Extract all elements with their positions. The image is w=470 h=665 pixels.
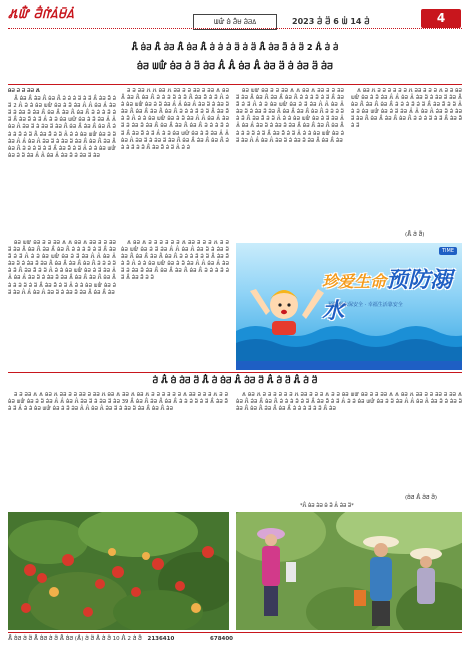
article2-top-rule xyxy=(8,372,462,373)
page-number-badge: 4 xyxy=(421,9,461,28)
footer-number-1: 2136410 xyxy=(147,636,175,642)
page-header xyxy=(0,0,470,36)
headline-main: 𖬖𖬰𖬁 𖬑𖬤𖬵 𖬖𖬰𖬁 𖬁𖬰 𖬁𖬶 𖬁𖬰𖬁 𖬃𖬴 𖬃𖬴 𖬖𖬰𖬁 𖬃𖬴 𖬁𖬰𖬁 𖬁𖬶 𖬁𖬰 𖬁𖬰𖬁 𖬁𖬶 𖬁𖬰𖬁 xyxy=(137,62,333,72)
header-divider xyxy=(8,28,462,31)
fruit-tree-photo xyxy=(8,512,229,630)
poster-title-a: 珍爱生命 xyxy=(322,272,387,291)
article1-col4-text: 𖬃𖬴𖬶 𖬖𖬰𖬁 𖬃𖬴𖬶 𖬁𖬰 𖬁𖬰 𖬁𖬰 𖬁𖬶 𖬁𖬰 𖬁𖬶 𖬃𖬴𖬶 𖬁𖬰𖬁 𖬁𖬶𖬰 𖬁𖬰 𖬁𖬶 𖬃𖬴 𖬁𖬰 𖬁𖬰 𖬖𖬰𖬁 𖬑𖬤𖬵 𖬖𖬰𖬁 𖬁𖬰 𖬁𖬶 𖬁𖬰𖬁 𖬃𖬴 𖬃𖬴 𖬖𖬰𖬁 𖬃𖬴 𖬁𖬰𖬁 𖬁𖬶 𖬁𖬰 𖬁𖬰𖬁 𖬁𖬶 𖬁𖬰𖬁 𖬃𖬴𖬶 𖬖𖬰𖬁 𖬃𖬴𖬶 𖬁𖬰𖬁 𖬃𖬴𖬶 𖬖𖬰𖬁 𖬃𖬴𖬶 𖬁𖬰 𖬁𖬰 𖬁𖬰 𖬁𖬶 𖬁𖬰 𖬁𖬶 𖬃𖬴𖬶 𖬁𖬰𖬁 𖬁𖬶𖬰 𖬁𖬰 𖬁𖬶 𖬃𖬴 𖬁𖬰 𖬁𖬰 𖬖𖬰𖬁 𖬑𖬤𖬵 𖬖𖬰𖬁 𖬁𖬰 𖬁𖬶 𖬁𖬰𖬁 𖬃𖬴 𖬃𖬴 𖬖𖬰𖬁 𖬃𖬴 𖬁𖬰𖬁 𖬁𖬶 𖬁𖬰 𖬁𖬰𖬁 𖬁𖬶 𖬁𖬰𖬁 𖬃𖬴𖬶 𖬖𖬰𖬁 𖬃𖬴𖬶 𖬁𖬰𖬁 𖬃𖬴𖬶 𖬖𖬰𖬁 𖬃𖬴𖬶 𖬁𖬰 𖬁𖬰 𖬁𖬰 𖬁𖬶 𖬁𖬰 𖬁𖬶 𖬃𖬴𖬶 𖬁𖬰𖬁 𖬁𖬶𖬰 𖬁𖬰 𖬁𖬶 xyxy=(351,88,462,130)
masthead-title: 𖬃𖬤𖬵𖬶 𖬁𖬵𖬦𖬰𖬮𖬰𖬡𖬲𖬮𖬰 xyxy=(8,7,75,21)
article1-col1 xyxy=(8,88,116,238)
article1-col1-text: 𖬃𖬴𖬶 𖬖𖬰𖬁 𖬃𖬴𖬶 𖬁𖬰𖬁 𖬃𖬴𖬶 𖬖𖬰𖬁 𖬃𖬴𖬶 𖬁𖬰 𖬁𖬰 𖬁𖬰 𖬁𖬶 𖬁𖬰 𖬁𖬶 𖬃𖬴𖬶 𖬁𖬰𖬁 𖬁𖬶𖬰 𖬁𖬰 𖬁𖬶 2 𖬃𖬴 𖬁𖬰 𖬁𖬰 𖬖𖬰𖬁 𖬑𖬤𖬵 𖬖𖬰𖬁 𖬁𖬰 𖬁𖬶 𖬁𖬰𖬁 𖬃𖬴 𖬃𖬴 𖬖𖬰𖬁 𖬃𖬴 𖬁𖬰𖬁 𖬁𖬶 𖬁𖬰 𖬁𖬰𖬁 𖬁𖬶 𖬁𖬰𖬁 𖬃𖬴𖬶 𖬖𖬰𖬁 𖬃𖬴𖬶 𖬁𖬰𖬁 𖬃𖬴𖬶 𖬖𖬰𖬁 𖬃𖬴𖬶 𖬁𖬰 𖬁𖬰 𖬁𖬰 𖬁𖬶 𖬁𖬰 𖬁𖬶 𖬃𖬴𖬶 𖬁𖬰𖬁 𖬁𖬶𖬰 𖬁𖬰 𖬁𖬶 𖬃𖬴 𖬁𖬰 𖬁𖬰 𖬖𖬰𖬁 𖬑𖬤𖬵 𖬖𖬰𖬁 𖬁𖬰 𖬁𖬶 𖬁𖬰𖬁 𖬃𖬴 𖬃𖬴 𖬖𖬰𖬁 𖬃𖬴 𖬁𖬰𖬁 𖬁𖬶 𖬁𖬰 𖬁𖬰𖬁 𖬁𖬶 𖬁𖬰𖬁 𖬃𖬴𖬶 𖬖𖬰𖬁 𖬃𖬴𖬶 𖬁𖬰𖬁 𖬃𖬴𖬶 𖬖𖬰𖬁 𖬃𖬴𖬶 𖬁𖬰 𖬁𖬰 𖬁𖬰 𖬁𖬶 𖬁𖬰 𖬁𖬶 𖬃𖬴𖬶 𖬁𖬰𖬁 𖬁𖬶𖬰 𖬁𖬰 𖬁𖬶 𖬃𖬴 𖬁𖬰 𖬁𖬰 𖬖𖬰𖬁 𖬑𖬤𖬵 𖬖𖬰𖬁 𖬁𖬰 𖬁𖬶 𖬁𖬰𖬁 𖬃𖬴 𖬃𖬴 𖬖𖬰𖬁 𖬃𖬴 𖬁𖬰𖬁 𖬁𖬶 𖬁𖬰 𖬁𖬰𖬁 𖬁𖬶 𖬁𖬰𖬁 𖬃𖬴𖬶 𖬖𖬰𖬁 𖬃𖬴𖬶 𖬁𖬰𖬁 𖬃𖬴𖬶 𖬖𖬰𖬁 𖬃𖬴𖬶 𖬁𖬰 𖬁𖬰 𖬁𖬰 𖬁𖬶 𖬁𖬰 𖬁𖬶 𖬃𖬴𖬶 𖬁𖬰𖬁 𖬁𖬶𖬰 𖬁𖬰 𖬁𖬶 𖬃𖬴 𖬁𖬰 𖬁𖬰 𖬖𖬰𖬁 𖬑𖬤𖬵 𖬖𖬰𖬁 𖬁𖬰 𖬁𖬶 𖬁𖬰𖬁 𖬃𖬴 𖬃𖬴 𖬖𖬰𖬁 𖬃𖬴 𖬁𖬰𖬁 𖬁𖬶 𖬁𖬰 𖬁𖬰𖬁 𖬁𖬶 𖬁𖬰𖬁 xyxy=(8,96,116,159)
footer-rule xyxy=(8,632,462,633)
fruit-pickers-image xyxy=(236,512,462,630)
article2-signoff: (𖬖𖬰𖬁 𖬃𖬴 𖬁𖬰𖬁 𖬁𖬶) xyxy=(405,495,438,501)
headline-kicker: 𖬃𖬴𖬶 𖬖𖬰𖬁 𖬃𖬴𖬶 𖬁𖬰𖬁 𖬃𖬴𖬶 𖬖𖬰𖬁 𖬃𖬴𖬶 𖬁𖬰 𖬁𖬰 𖬁𖬰 𖬁𖬶 𖬁𖬰 𖬁𖬶 𖬃𖬴𖬶 𖬁𖬰𖬁 𖬁𖬶𖬰 𖬁𖬰 𖬁𖬶 2 𖬃𖬴 𖬁𖬰 𖬁𖬰 xyxy=(131,42,339,52)
poster-title xyxy=(322,263,462,325)
fruit-tree-image xyxy=(8,512,229,630)
article2-headline: 𖬁𖬰 𖬃𖬴 𖬖𖬰 𖬁𖬰𖬁 𖬁𖬶 𖬃𖬴𖬶 𖬁𖬰 𖬖𖬰𖬁 𖬃𖬴 𖬁𖬰𖬁 𖬁𖬶 𖬃𖬴 𖬁𖬰 𖬁𖬶 𖬃𖬴 𖬁𖬰 𖬁𖬶 xyxy=(152,376,318,386)
article1-signoff: (𖬃𖬴𖬶 𖬁𖬰 𖬁𖬶𖬰) xyxy=(405,232,425,238)
headline-rule xyxy=(8,84,462,85)
fruit-pickers-photo xyxy=(236,512,462,630)
footer-number-2: 678400 xyxy=(210,636,234,642)
article1-col4 xyxy=(351,88,462,228)
article1-col3 xyxy=(236,88,344,238)
poster-logo: TIME xyxy=(439,247,457,255)
article2-photo-caption: *𖬃𖬴𖬶 𖬖𖬰𖬁 𖬁𖬰𖬁 𖬖𖬰 𖬁𖬶 𖬃𖬴 𖬁𖬰𖬁 𖬁𖬶* xyxy=(300,503,354,509)
drowning-prevention-poster xyxy=(236,243,462,370)
poster-subtitle: 预防溺水保安全 · 幸福生活靠安全 xyxy=(328,302,403,308)
article1-col2-cont xyxy=(121,240,229,368)
article1-col2-text: 𖬁𖬰 𖬁𖬶 𖬁𖬰𖬁 𖬃𖬴 𖬃𖬴 𖬖𖬰𖬁 𖬃𖬴 𖬁𖬰𖬁 𖬁𖬶 𖬁𖬰 𖬁𖬰𖬁 𖬁𖬶 𖬁𖬰𖬁 𖬃𖬴𖬶 𖬖𖬰𖬁 𖬃𖬴𖬶 𖬁𖬰𖬁 𖬃𖬴𖬶 𖬖𖬰𖬁 𖬃𖬴𖬶 𖬁𖬰 𖬁𖬰 𖬁𖬰 𖬁𖬶 𖬁𖬰 𖬁𖬶 𖬃𖬴𖬶 𖬁𖬰𖬁 𖬁𖬶𖬰 𖬁𖬰 𖬁𖬶 𖬃𖬴 𖬁𖬰 𖬁𖬰 𖬖𖬰𖬁 𖬑𖬤𖬵 𖬖𖬰𖬁 𖬁𖬰 𖬁𖬶 𖬁𖬰𖬁 𖬃𖬴 𖬃𖬴 𖬖𖬰𖬁 𖬃𖬴 𖬁𖬰𖬁 𖬁𖬶 𖬁𖬰 𖬁𖬰𖬁 𖬁𖬶 𖬁𖬰𖬁 𖬃𖬴𖬶 𖬖𖬰𖬁 𖬃𖬴𖬶 𖬁𖬰𖬁 𖬃𖬴𖬶 𖬖𖬰𖬁 𖬃𖬴𖬶 𖬁𖬰 𖬁𖬰 𖬁𖬰 𖬁𖬶 𖬁𖬰 𖬁𖬶 𖬃𖬴𖬶 𖬁𖬰𖬁 𖬁𖬶𖬰 𖬁𖬰 𖬁𖬶 𖬃𖬴 𖬁𖬰 𖬁𖬰 𖬖𖬰𖬁 𖬑𖬤𖬵 𖬖𖬰𖬁 𖬁𖬰 𖬁𖬶 𖬁𖬰𖬁 𖬃𖬴 𖬃𖬴 𖬖𖬰𖬁 𖬃𖬴 𖬁𖬰𖬁 𖬁𖬶 𖬁𖬰 𖬁𖬰𖬁 𖬁𖬶 𖬁𖬰𖬁 𖬃𖬴𖬶 𖬖𖬰𖬁 𖬃𖬴𖬶 𖬁𖬰𖬁 𖬃𖬴𖬶 𖬖𖬰𖬁 𖬃𖬴𖬶 𖬁𖬰 𖬁𖬰 𖬁𖬰 𖬁𖬶 𖬁𖬰 𖬁𖬶 𖬃𖬴𖬶 𖬁𖬰𖬁 𖬁𖬶𖬰 𖬁𖬰 𖬁𖬶 𖬃𖬴 𖬁𖬰 𖬁𖬰 𖬖𖬰𖬁 𖬑𖬤𖬵 𖬖𖬰𖬁 𖬁𖬰 𖬁𖬶 𖬁𖬰𖬁 𖬃𖬴 𖬃𖬴 𖬖𖬰𖬁 𖬃𖬴 𖬁𖬰𖬁 𖬁𖬶 𖬁𖬰 𖬁𖬰𖬁 𖬁𖬶 𖬁𖬰𖬁 𖬃𖬴𖬶 𖬖𖬰𖬁 𖬃𖬴𖬶 𖬁𖬰𖬁 𖬃𖬴𖬶 𖬖𖬰𖬁 𖬃𖬴𖬶 𖬁𖬰 𖬁𖬰 𖬁𖬰 𖬁𖬶 𖬁𖬰 𖬁𖬶 𖬃𖬴𖬶 𖬁𖬰𖬁 𖬁𖬶𖬰 𖬁𖬰 𖬁𖬶 𖬃𖬴 𖬁𖬰 𖬁𖬰 xyxy=(121,88,229,151)
footer-text: 𖬃𖬴𖬶 𖬖𖬰𖬁 𖬁𖬰 𖬁𖬶 𖬃𖬴𖬶 𖬖𖬰𖬁 𖬁𖬰 𖬁𖬶 𖬃𖬴𖬶 𖬖𖬰𖬁 (𖬃𖬴) 𖬁𖬰 𖬁𖬶 𖬃𖬴 𖬁𖬰 𖬁𖬶 10 𖬃𖬴 2 𖬁𖬰 𖬁𖬶𖬰 xyxy=(8,636,142,642)
article1-col1-cont xyxy=(8,240,116,368)
section-label: 𖬑𖬤𖬵 𖬖𖬰 𖬁𖬵𖬡 𖬁𖬰𖬁𖬮 xyxy=(193,14,277,30)
article2-right xyxy=(236,392,462,492)
article2-right-text: 𖬃𖬴𖬶 𖬖𖬰𖬁 𖬃𖬴𖬶 𖬁𖬰 𖬁𖬰 𖬁𖬰 𖬁𖬶 𖬁𖬰 𖬁𖬶 𖬃𖬴𖬶 𖬁𖬰𖬁 𖬁𖬶𖬰 𖬁𖬰 𖬁𖬶 𖬃𖬴 𖬁𖬰 𖬁𖬰 𖬖𖬰𖬁 𖬑𖬤𖬵 𖬖𖬰𖬁 𖬁𖬰 𖬁𖬶 𖬁𖬰𖬁 𖬃𖬴 𖬃𖬴 𖬖𖬰𖬁 𖬃𖬴 𖬁𖬰𖬁 𖬁𖬶 𖬁𖬰 𖬁𖬰𖬁 𖬁𖬶 𖬁𖬰𖬁 𖬃𖬴𖬶 𖬖𖬰𖬁 𖬃𖬴𖬶 𖬁𖬰𖬁 𖬃𖬴𖬶 𖬖𖬰𖬁 𖬃𖬴𖬶 𖬁𖬰 𖬁𖬰 𖬁𖬰 𖬁𖬶 𖬁𖬰 𖬁𖬶 𖬃𖬴𖬶 𖬁𖬰𖬁 𖬁𖬶𖬰 𖬁𖬰 𖬁𖬶 𖬃𖬴 𖬁𖬰 𖬁𖬰 𖬖𖬰𖬁 𖬑𖬤𖬵 𖬖𖬰𖬁 𖬁𖬰 𖬁𖬶 𖬁𖬰𖬁 𖬃𖬴 𖬃𖬴 𖬖𖬰𖬁 𖬃𖬴 𖬁𖬰𖬁 𖬁𖬶 𖬁𖬰 𖬁𖬰𖬁 𖬁𖬶 𖬁𖬰𖬁 𖬃𖬴𖬶 𖬖𖬰𖬁 𖬃𖬴𖬶 𖬁𖬰𖬁 𖬃𖬴𖬶 𖬖𖬰𖬁 𖬃𖬴𖬶 𖬁𖬰 𖬁𖬰 𖬁𖬰 𖬁𖬶 𖬁𖬰 𖬁𖬶 𖬃𖬴𖬶 𖬁𖬰𖬁 xyxy=(236,392,462,413)
poster-title-b: 预防溺水 xyxy=(322,268,453,324)
article1-col3-text: 𖬖𖬰𖬁 𖬑𖬤𖬵 𖬖𖬰𖬁 𖬁𖬰 𖬁𖬶 𖬁𖬰𖬁 𖬃𖬴 𖬃𖬴 𖬖𖬰𖬁 𖬃𖬴 𖬁𖬰𖬁 𖬁𖬶 𖬁𖬰 𖬁𖬰𖬁 𖬁𖬶 𖬁𖬰𖬁 𖬃𖬴𖬶 𖬖𖬰𖬁 𖬃𖬴𖬶 𖬁𖬰𖬁 𖬃𖬴𖬶 𖬖𖬰𖬁 𖬃𖬴𖬶 𖬁𖬰 𖬁𖬰 𖬁𖬰 𖬁𖬶 𖬁𖬰 𖬁𖬶 𖬃𖬴𖬶 𖬁𖬰𖬁 𖬁𖬶𖬰 𖬁𖬰 𖬁𖬶 𖬃𖬴 𖬁𖬰 𖬁𖬰 𖬖𖬰𖬁 𖬑𖬤𖬵 𖬖𖬰𖬁 𖬁𖬰 𖬁𖬶 𖬁𖬰𖬁 𖬃𖬴 𖬃𖬴 𖬖𖬰𖬁 𖬃𖬴 𖬁𖬰𖬁 𖬁𖬶 𖬁𖬰 𖬁𖬰𖬁 𖬁𖬶 𖬁𖬰𖬁 𖬃𖬴𖬶 𖬖𖬰𖬁 𖬃𖬴𖬶 𖬁𖬰𖬁 𖬃𖬴𖬶 𖬖𖬰𖬁 𖬃𖬴𖬶 𖬁𖬰 𖬁𖬰 𖬁𖬰 𖬁𖬶 𖬁𖬰 𖬁𖬶 𖬃𖬴𖬶 𖬁𖬰𖬁 𖬁𖬶𖬰 𖬁𖬰 𖬁𖬶 𖬃𖬴 𖬁𖬰 𖬁𖬰 𖬖𖬰𖬁 𖬑𖬤𖬵 𖬖𖬰𖬁 𖬁𖬰 𖬁𖬶 𖬁𖬰𖬁 𖬃𖬴 𖬃𖬴 𖬖𖬰𖬁 𖬃𖬴 𖬁𖬰𖬁 𖬁𖬶 𖬁𖬰 𖬁𖬰𖬁 𖬁𖬶 𖬁𖬰𖬁 𖬃𖬴𖬶 𖬖𖬰𖬁 𖬃𖬴𖬶 𖬁𖬰𖬁 𖬃𖬴𖬶 𖬖𖬰𖬁 𖬃𖬴𖬶 𖬁𖬰 𖬁𖬰 𖬁𖬰 𖬁𖬶 𖬁𖬰 𖬁𖬶 𖬃𖬴𖬶 𖬁𖬰𖬁 𖬁𖬶𖬰 𖬁𖬰 𖬁𖬶 𖬃𖬴 𖬁𖬰 𖬁𖬰 𖬖𖬰𖬁 𖬑𖬤𖬵 𖬖𖬰𖬁 𖬁𖬰 𖬁𖬶 𖬁𖬰𖬁 𖬃𖬴 𖬃𖬴 𖬖𖬰𖬁 𖬃𖬴 𖬁𖬰𖬁 𖬁𖬶 𖬁𖬰 𖬁𖬰𖬁 𖬁𖬶 𖬁𖬰𖬁 𖬃𖬴𖬶 𖬖𖬰𖬁 𖬃𖬴𖬶 𖬁𖬰𖬁 xyxy=(236,88,344,144)
article1-col1-cont-text: 𖬖𖬰𖬁 𖬑𖬤𖬵 𖬖𖬰𖬁 𖬁𖬰 𖬁𖬶 𖬁𖬰𖬁 𖬃𖬴 𖬃𖬴 𖬖𖬰𖬁 𖬃𖬴 𖬁𖬰𖬁 𖬁𖬶 𖬁𖬰 𖬁𖬰𖬁 𖬁𖬶 𖬁𖬰𖬁 𖬃𖬴𖬶 𖬖𖬰𖬁 𖬃𖬴𖬶 𖬁𖬰𖬁 𖬃𖬴𖬶 𖬖𖬰𖬁 𖬃𖬴𖬶 𖬁𖬰 𖬁𖬰 𖬁𖬰 𖬁𖬶 𖬁𖬰 𖬁𖬶 𖬃𖬴𖬶 𖬁𖬰𖬁 𖬁𖬶𖬰 𖬁𖬰 𖬁𖬶 𖬃𖬴 𖬁𖬰 𖬁𖬰 𖬖𖬰𖬁 𖬑𖬤𖬵 𖬖𖬰𖬁 𖬁𖬰 𖬁𖬶 𖬁𖬰𖬁 𖬃𖬴 𖬃𖬴 𖬖𖬰𖬁 𖬃𖬴 𖬁𖬰𖬁 𖬁𖬶 𖬁𖬰 𖬁𖬰𖬁 𖬁𖬶 𖬁𖬰𖬁 𖬃𖬴𖬶 𖬖𖬰𖬁 𖬃𖬴𖬶 𖬁𖬰𖬁 𖬃𖬴𖬶 𖬖𖬰𖬁 𖬃𖬴𖬶 𖬁𖬰 𖬁𖬰 𖬁𖬰 𖬁𖬶 𖬁𖬰 𖬁𖬶 𖬃𖬴𖬶 𖬁𖬰𖬁 𖬁𖬶𖬰 𖬁𖬰 𖬁𖬶 𖬃𖬴 𖬁𖬰 𖬁𖬰 𖬖𖬰𖬁 𖬑𖬤𖬵 𖬖𖬰𖬁 𖬁𖬰 𖬁𖬶 𖬁𖬰𖬁 𖬃𖬴 𖬃𖬴 𖬖𖬰𖬁 𖬃𖬴 𖬁𖬰𖬁 𖬁𖬶 𖬁𖬰 𖬁𖬰𖬁 𖬁𖬶 𖬁𖬰𖬁 𖬃𖬴𖬶 𖬖𖬰𖬁 𖬃𖬴𖬶 𖬁𖬰𖬁 𖬃𖬴𖬶 𖬖𖬰𖬁 𖬃𖬴𖬶 𖬁𖬰 𖬁𖬰 𖬁𖬰 𖬁𖬶 𖬁𖬰 𖬁𖬶 𖬃𖬴𖬶 𖬁𖬰𖬁 𖬁𖬶𖬰 𖬁𖬰 𖬁𖬶 𖬃𖬴 𖬁𖬰 𖬁𖬰 𖬖𖬰𖬁 𖬑𖬤𖬵 𖬖𖬰𖬁 𖬁𖬰 𖬁𖬶 𖬁𖬰𖬁 𖬃𖬴 𖬃𖬴 𖬖𖬰𖬁 𖬃𖬴 𖬁𖬰𖬁 𖬁𖬶 𖬁𖬰 𖬁𖬰𖬁 𖬁𖬶 𖬁𖬰𖬁 𖬃𖬴𖬶 𖬖𖬰𖬁 𖬃𖬴𖬶 𖬁𖬰𖬁 xyxy=(8,240,116,296)
article2-left xyxy=(8,392,228,508)
article1-col2-cont-text: 𖬃𖬴𖬶 𖬖𖬰𖬁 𖬃𖬴𖬶 𖬁𖬰 𖬁𖬰 𖬁𖬰 𖬁𖬶 𖬁𖬰 𖬁𖬶 𖬃𖬴𖬶 𖬁𖬰𖬁 𖬁𖬶𖬰 𖬁𖬰 𖬁𖬶 𖬃𖬴 𖬁𖬰 𖬁𖬰 𖬖𖬰𖬁 𖬑𖬤𖬵 𖬖𖬰𖬁 𖬁𖬰 𖬁𖬶 𖬁𖬰𖬁 𖬃𖬴 𖬃𖬴 𖬖𖬰𖬁 𖬃𖬴 𖬁𖬰𖬁 𖬁𖬶 𖬁𖬰 𖬁𖬰𖬁 𖬁𖬶 𖬁𖬰𖬁 𖬃𖬴𖬶 𖬖𖬰𖬁 𖬃𖬴𖬶 𖬁𖬰𖬁 𖬃𖬴𖬶 𖬖𖬰𖬁 𖬃𖬴𖬶 𖬁𖬰 𖬁𖬰 𖬁𖬰 𖬁𖬶 𖬁𖬰 𖬁𖬶 𖬃𖬴𖬶 𖬁𖬰𖬁 𖬁𖬶𖬰 𖬁𖬰 𖬁𖬶 𖬃𖬴 𖬁𖬰 𖬁𖬰 𖬖𖬰𖬁 𖬑𖬤𖬵 𖬖𖬰𖬁 𖬁𖬰 𖬁𖬶 𖬁𖬰𖬁 𖬃𖬴 𖬃𖬴 𖬖𖬰𖬁 𖬃𖬴 𖬁𖬰𖬁 𖬁𖬶 𖬁𖬰 𖬁𖬰𖬁 𖬁𖬶 𖬁𖬰𖬁 𖬃𖬴𖬶 𖬖𖬰𖬁 𖬃𖬴𖬶 𖬁𖬰𖬁 𖬃𖬴𖬶 𖬖𖬰𖬁 𖬃𖬴𖬶 𖬁𖬰 𖬁𖬰 𖬁𖬰 𖬁𖬶 𖬁𖬰 𖬁𖬶 𖬃𖬴𖬶 𖬁𖬰𖬁 𖬁𖬶𖬰 𖬁𖬰 𖬁𖬶 xyxy=(121,240,229,282)
article1-col2 xyxy=(121,88,229,238)
article2-left-text: 𖬁𖬰 𖬁𖬶 𖬁𖬰𖬁 𖬃𖬴 𖬃𖬴 𖬖𖬰𖬁 𖬃𖬴 𖬁𖬰𖬁 𖬁𖬶 𖬁𖬰 𖬁𖬰𖬁 𖬁𖬶 𖬁𖬰𖬁 𖬃𖬴𖬶 𖬖𖬰𖬁 𖬃𖬴𖬶 𖬁𖬰𖬁 𖬃𖬴𖬶 𖬖𖬰𖬁 𖬃𖬴𖬶 𖬁𖬰 𖬁𖬰 𖬁𖬰 𖬁𖬶 𖬁𖬰 𖬁𖬶 𖬃𖬴𖬶 𖬁𖬰𖬁 𖬁𖬶𖬰 𖬁𖬰 𖬁𖬶 𖬃𖬴 𖬁𖬰 𖬁𖬰 𖬖𖬰𖬁 𖬑𖬤𖬵 𖬖𖬰𖬁 𖬁𖬰 𖬁𖬶 𖬁𖬰𖬁 𖬃𖬴 𖬃𖬴 𖬖𖬰𖬁 𖬃𖬴 𖬁𖬰𖬁 𖬁𖬶 𖬁𖬰 𖬁𖬰𖬁 𖬁𖬶 𖬁𖬰𖬁 39 𖬃𖬴𖬶 𖬖𖬰𖬁 𖬃𖬴𖬶 𖬁𖬰𖬁 𖬃𖬴𖬶 𖬖𖬰𖬁 𖬃𖬴𖬶 𖬁𖬰 𖬁𖬰 𖬁𖬰 𖬁𖬶 𖬁𖬰 𖬁𖬶 𖬃𖬴𖬶 𖬁𖬰𖬁 𖬁𖬶𖬰 𖬁𖬰 𖬁𖬶 𖬃𖬴 𖬁𖬰 𖬁𖬰 𖬖𖬰𖬁 𖬑𖬤𖬵 𖬖𖬰𖬁 𖬁𖬰 𖬁𖬶 𖬁𖬰𖬁 𖬃𖬴 𖬃𖬴 𖬖𖬰𖬁 𖬃𖬴 𖬁𖬰𖬁 𖬁𖬶 𖬁𖬰 𖬁𖬰𖬁 𖬁𖬶 𖬁𖬰𖬁 𖬃𖬴𖬶 𖬖𖬰𖬁 𖬃𖬴𖬶 𖬁𖬰𖬁 xyxy=(8,392,228,413)
page-footer xyxy=(8,634,462,642)
article1-byline: 𖬖𖬰𖬁 𖬁𖬰 𖬁𖬶 𖬁𖬰𖬁 𖬃𖬴 xyxy=(8,88,40,94)
issue-date: 2023 𖬁𖬰 𖬁𖬶 6 𖬑𖬰 14 𖬁𖬰 xyxy=(292,17,370,26)
